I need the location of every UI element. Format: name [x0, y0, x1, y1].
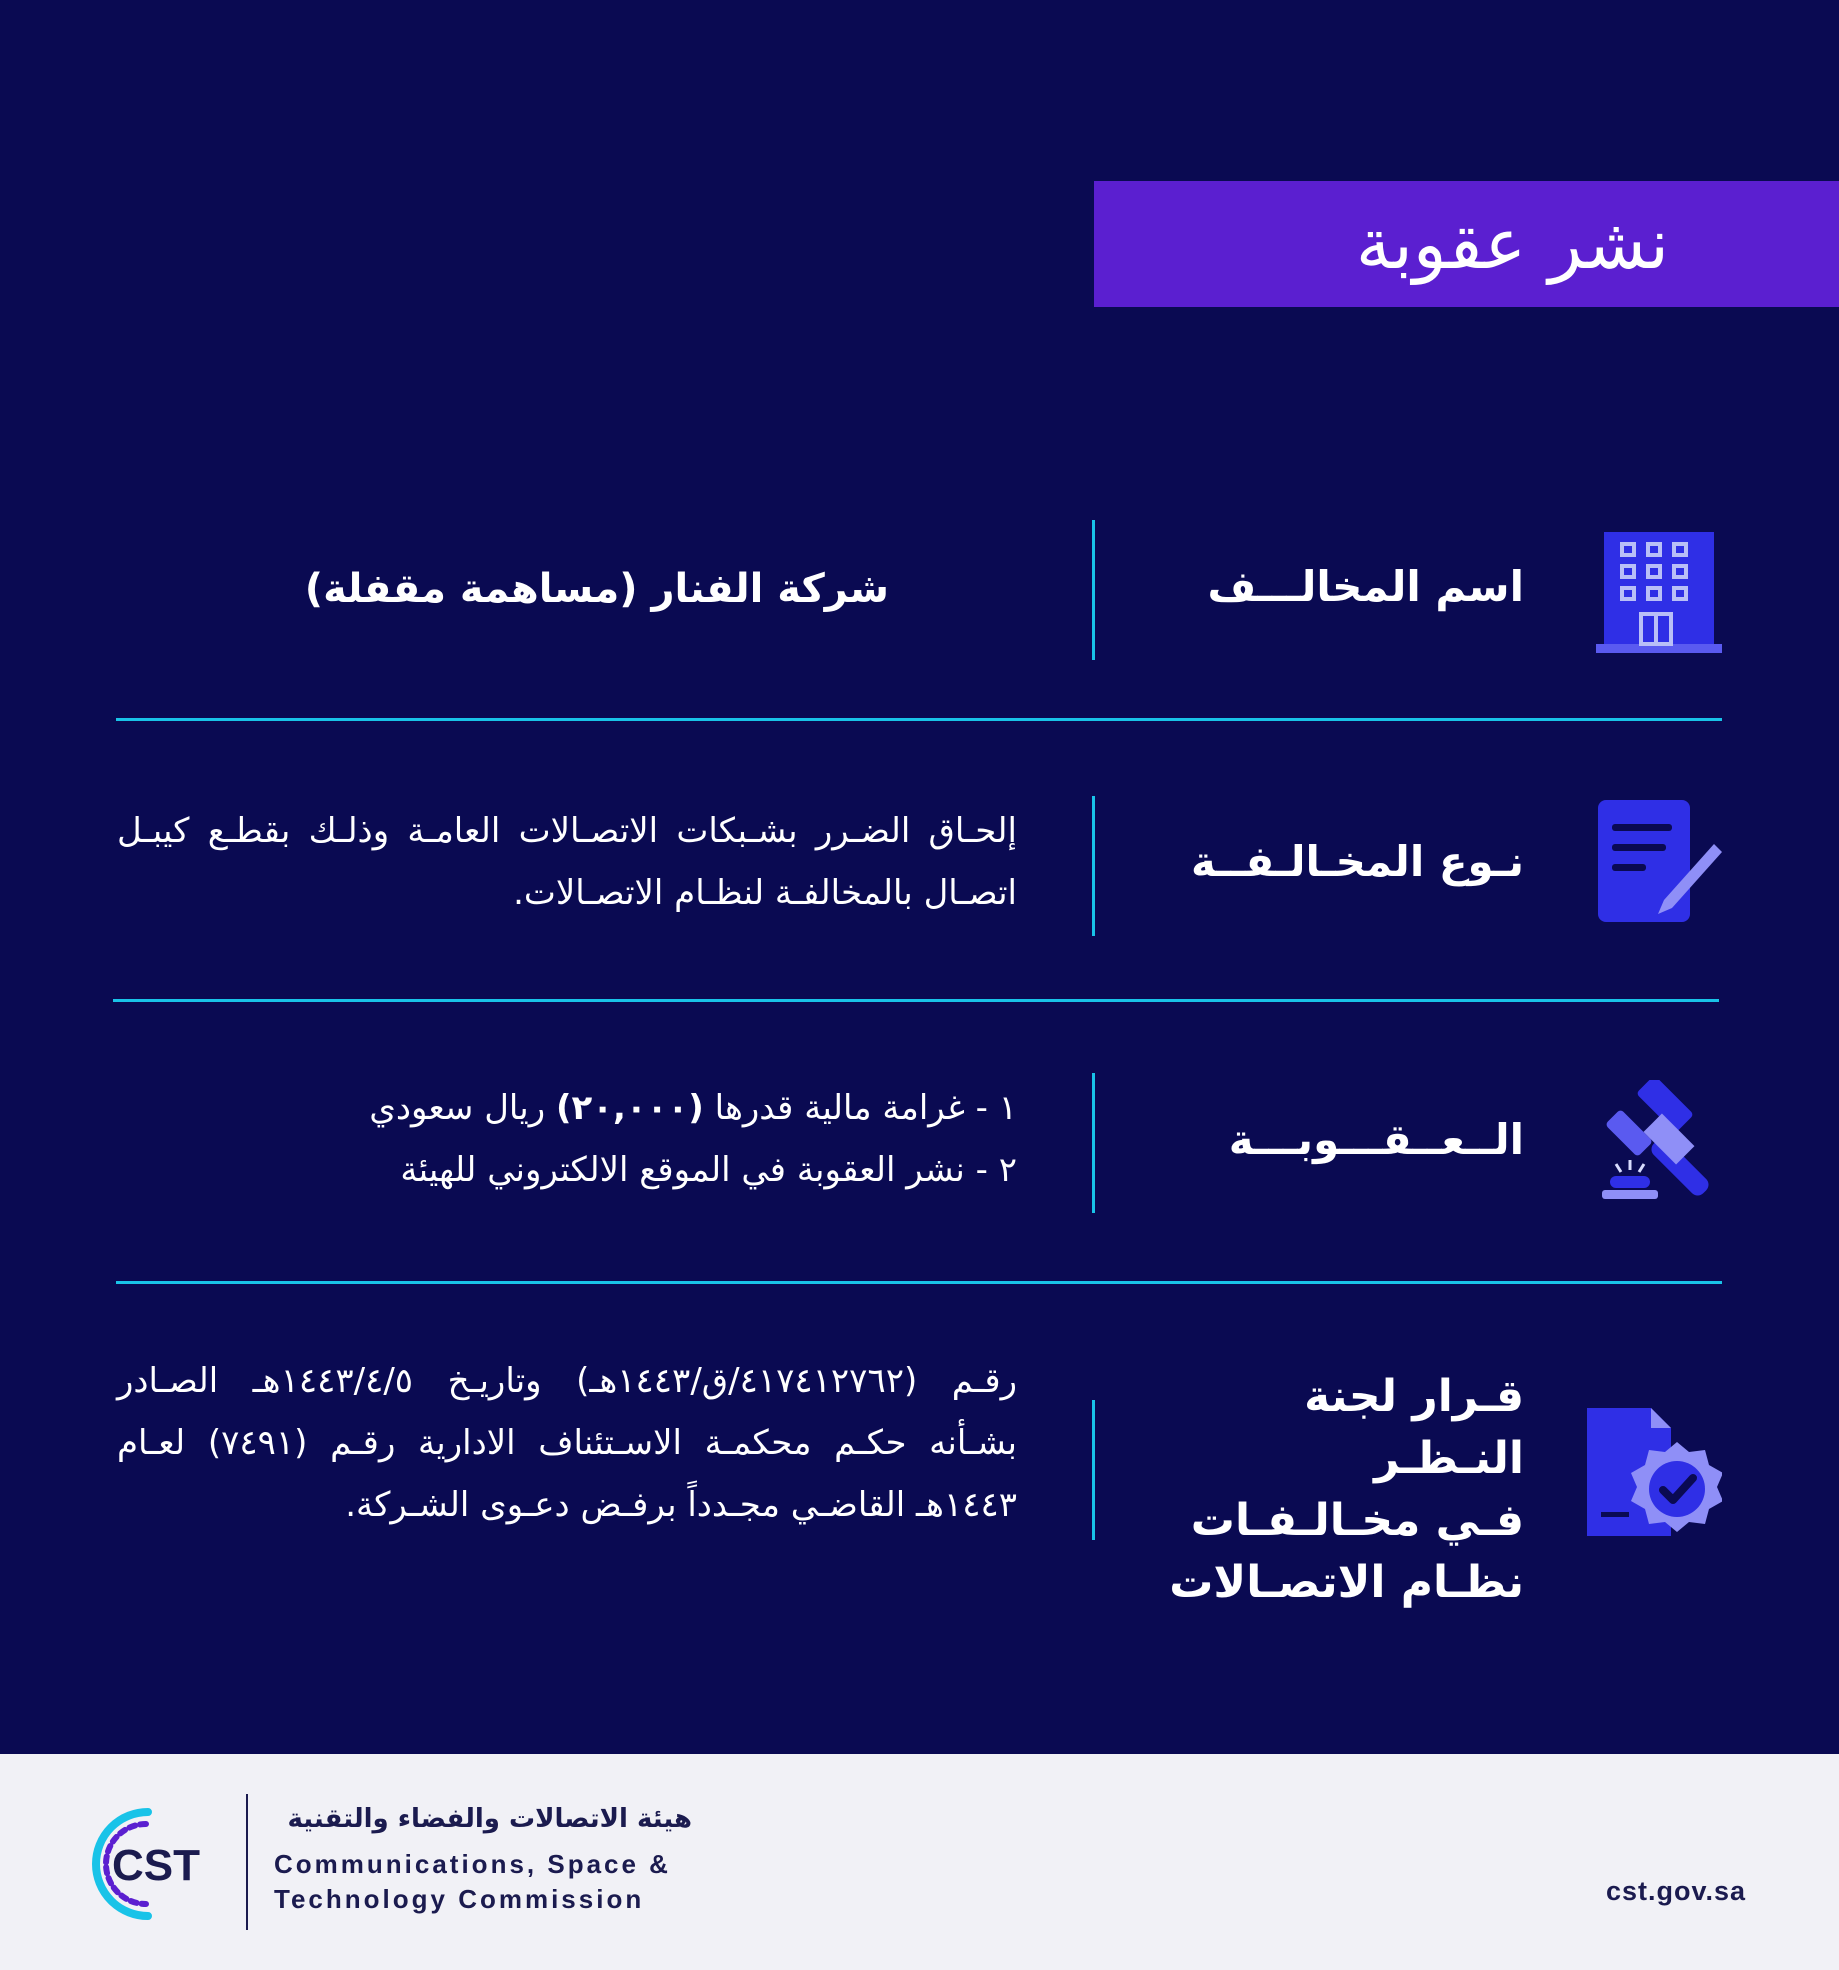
divider-horizontal	[116, 718, 1722, 721]
label-committee-line-3: نظـام الاتصـالات	[1169, 1557, 1524, 1608]
divider-vertical	[1092, 1400, 1095, 1540]
footer-divider	[246, 1794, 248, 1930]
divider-vertical	[1092, 520, 1095, 660]
penalty-fine-prefix: ١ - غرامة مالية قدرها	[714, 1088, 1017, 1128]
divider-vertical	[1092, 1073, 1095, 1213]
org-name-english-line-2: Technology Commission	[274, 1884, 645, 1914]
org-name-arabic: هيئة الاتصالات والفضاء والتقنية	[287, 1804, 692, 1834]
penalty-line-1	[117, 1077, 1017, 1139]
page-title: نشر عقوبة	[1355, 203, 1669, 285]
title-banner	[1094, 181, 1839, 307]
gavel-icon	[1596, 1080, 1722, 1206]
label-violator-name: اسم المخالـــف	[1207, 562, 1524, 611]
org-name-english-line-1: Communications, Space &	[274, 1849, 671, 1879]
divider-horizontal	[113, 999, 1719, 1002]
divider-vertical	[1092, 796, 1095, 936]
divider-horizontal	[116, 1281, 1722, 1284]
penalty-fine-currency: ريال سعودي	[369, 1088, 546, 1128]
logo-text: CST	[112, 1841, 200, 1890]
footer	[0, 1754, 1839, 1970]
document-pen-icon	[1598, 800, 1722, 924]
penalty-fine-amount: (٢٠,٠٠٠)	[555, 1088, 704, 1128]
building-icon	[1596, 528, 1722, 656]
value-penalty	[117, 1077, 1017, 1201]
label-committee-decision	[1144, 1366, 1524, 1614]
value-committee-decision: رقـم (٤١٧٤١٢٧٦٢/ق/١٤٤٣هـ) وتاريـخ ١٤٤٣/٤/٥هـ الصـادر بشـأنه حكـم محكمـة الاسـتئناف الادارية رقـم (٧٤٩١) لعـام ١٤٤٣هـ القاضـي مجـدداً برفـض دعـوى الشـركة.	[117, 1361, 1017, 1525]
label-penalty: الــعــقـــوبـــة	[1228, 1115, 1524, 1164]
penalty-line-2: ٢ - نشر العقوبة في الموقع الالكتروني للهيئة	[400, 1150, 1017, 1190]
website-link[interactable]: cst.gov.sa	[1605, 1876, 1746, 1906]
label-committee-line-2: فـي مخـالـفـات	[1190, 1495, 1524, 1546]
label-committee-line-1: قـرار لجنة النـظـر	[1304, 1371, 1524, 1484]
badge-check-document-icon	[1587, 1408, 1722, 1538]
cst-logo	[88, 1804, 228, 1924]
label-violation-type: نـوع المخـالـفــة	[1190, 837, 1524, 886]
value-violator-name: شركة الفنار (مساهمة مقفلة)	[304, 566, 889, 612]
value-violation-type: إلحـاق الضـرر بشـبكات الاتصـالات العامـة وذلـك بقطـع كيبـل اتصـال بالمخالفـة لنظـام الاتصـالات.	[117, 811, 1017, 913]
